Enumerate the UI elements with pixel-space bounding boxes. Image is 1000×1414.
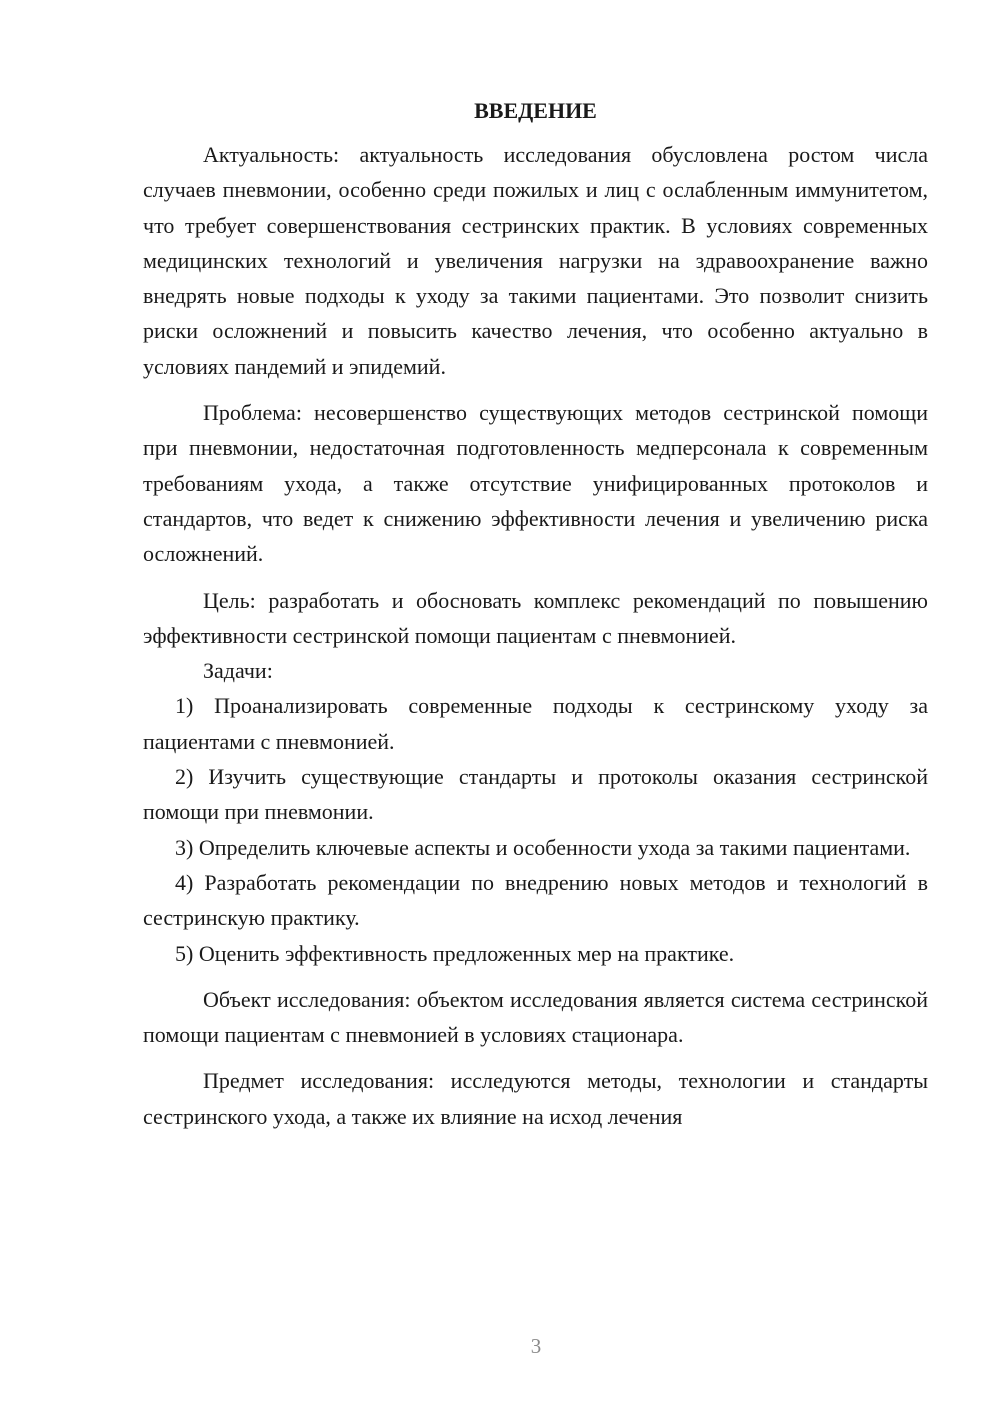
- section-heading: ВВЕДЕНИЕ: [474, 98, 597, 123]
- page-number: 3: [530, 1334, 542, 1358]
- task-item-2: 2) Изучить существующие стандарты и протоколы оказания сестринской помощи при пневмонии.: [143, 764, 928, 825]
- task-item-1: 1) Проанализировать современные подходы к сестринскому уходу за пациентами с пневмонией.: [143, 693, 928, 754]
- paragraph-relevance: Актуальность: актуальность исследования обусловлена ростом числа случаев пневмонии, особенно среди пожилых и лиц с ослабленным иммунитетом, что требует совершенствования сестринских практик. В условиях современных медицинских технологий и увеличения нагрузки на здравоохранение важно внедрять новые подходы к уходу за такими пациентами. Это позволит снизить риски осложнений и повысить качество лечения, что особенно актуально в условиях пандемий и эпидемий.: [143, 142, 928, 379]
- paragraph-problem: Проблема: несовершенство существующих методов сестринской помощи при пневмонии, недостаточная подготовленность медперсонала к современным требованиям ухода, а также отсутствие унифицированных протоколов и стандартов, что ведет к снижению эффективности лечения и увеличению риска осложнений.: [143, 400, 928, 567]
- task-item-4: 4) Разработать рекомендации по внедрению новых методов и технологий в сестринскую практику.: [143, 869, 928, 931]
- task-item-5: 5) Оценить эффективность предложенных мер на практике.: [175, 940, 735, 966]
- document-body: [143, 96, 928, 1134]
- paragraph-subject: Предмет исследования: исследуются методы, технологии и стандарты сестринского ухода, а также их влияние на исход лечения: [143, 1068, 928, 1129]
- paragraph-goal: Цель: разработать и обосновать комплекс рекомендаций по повышению эффективности сестринской помощи пациентам с пневмонией.: [143, 587, 928, 648]
- task-item-3: 3) Определить ключевые аспекты и особенности ухода за такими пациентами.: [175, 834, 911, 860]
- tasks-label: Задачи:: [203, 658, 273, 684]
- paragraph-object: Объект исследования: объектом исследования является система сестринской помощи пациентам с пневмонией в условиях стационара.: [143, 986, 928, 1048]
